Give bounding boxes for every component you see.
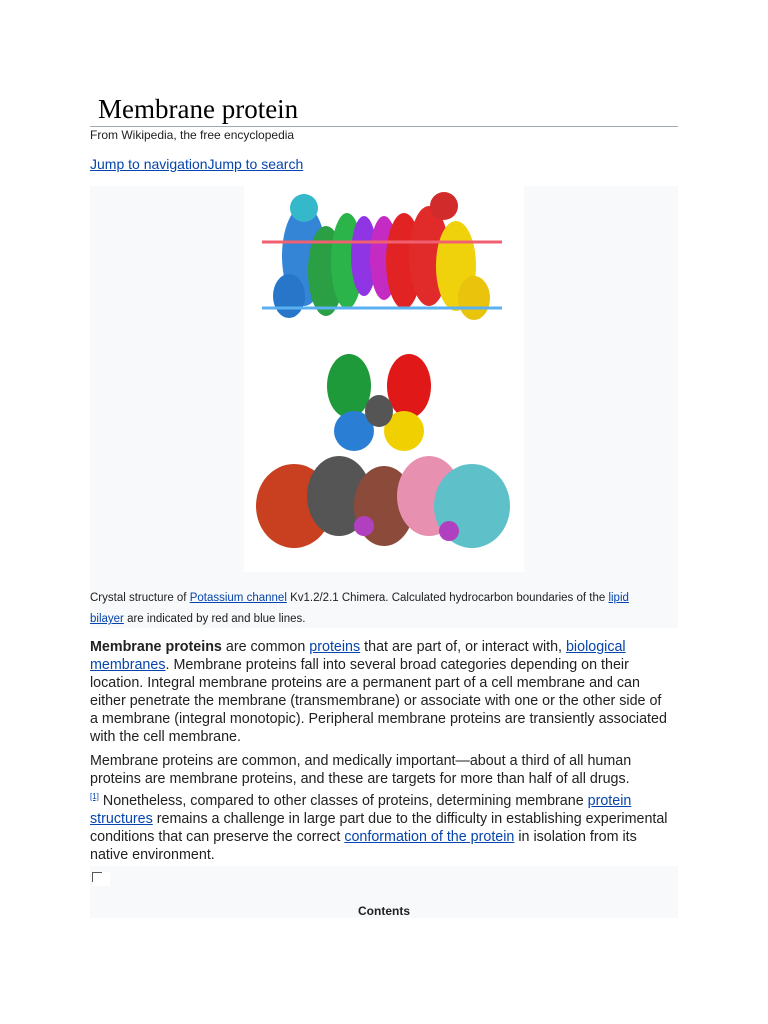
table-of-contents [90,866,678,918]
conformation-link[interactable]: conformation of the protein [344,828,515,845]
toc-title: Contents [358,904,410,918]
biological-membranes-link[interactable]: biological membranes [90,639,626,673]
paragraph-text: in isolation from its native environment. [90,828,637,863]
jump-to-search-link[interactable]: Jump to search [207,156,304,172]
paragraph-text: remains a challenge in large part due to the difficulty in establishing experimental conditions that can preserve the correct [90,810,668,845]
protein-structure-image[interactable] [244,186,524,572]
page-title: Membrane protein [90,92,678,127]
paragraph-text: Nonetheless, compared to other classes of proteins, determining membrane [98,792,588,809]
caption-text: Crystal structure of [90,592,190,604]
paragraph-text: are common [221,639,310,655]
figure-thumbnail [90,186,678,628]
paragraph-text: that are part of, or interact with, [360,639,566,655]
paragraph-text: Membrane proteins are common, and medically important—about a third of all human proteins are membrane proteins, and these are targets for more than half of all drugs. [90,753,632,787]
figure-caption [90,588,660,630]
reference-1-link[interactable]: [1] [90,792,99,801]
second-paragraph [90,752,672,864]
potassium-channel-link[interactable]: Potassium channel [189,592,287,604]
jump-links [90,156,303,172]
jump-to-navigation-link[interactable]: Jump to navigation [90,156,208,172]
paragraph-text: . Membrane proteins fall into several broad categories depending on their location. Integral membrane proteins are a permanent part of a cell membrane and can either penetrate the membrane (transmembrane) or associate with one or the other side of a membrane (integral monotopic). Peripheral membrane proteins are transiently associated with the cell membrane. [90,657,667,745]
site-tagline: From Wikipedia, the free encyclopedia [90,128,295,142]
checkbox-icon [92,872,102,882]
toc-toggle-checkbox[interactable] [92,872,110,886]
caption-text: are indicated by red and blue lines. [123,613,306,625]
protein-structures-link[interactable]: protein structures [90,792,632,827]
proteins-link[interactable]: proteins [309,639,361,655]
lipid-bilayer-link[interactable]: lipid bilayer [90,592,629,625]
caption-text: Kv1.2/2.1 Chimera. Calculated hydrocarbon boundaries of the [286,592,609,604]
potassium-channel-illustration [244,186,524,572]
bold-term: Membrane proteins [90,639,222,655]
intro-paragraph [90,638,672,746]
